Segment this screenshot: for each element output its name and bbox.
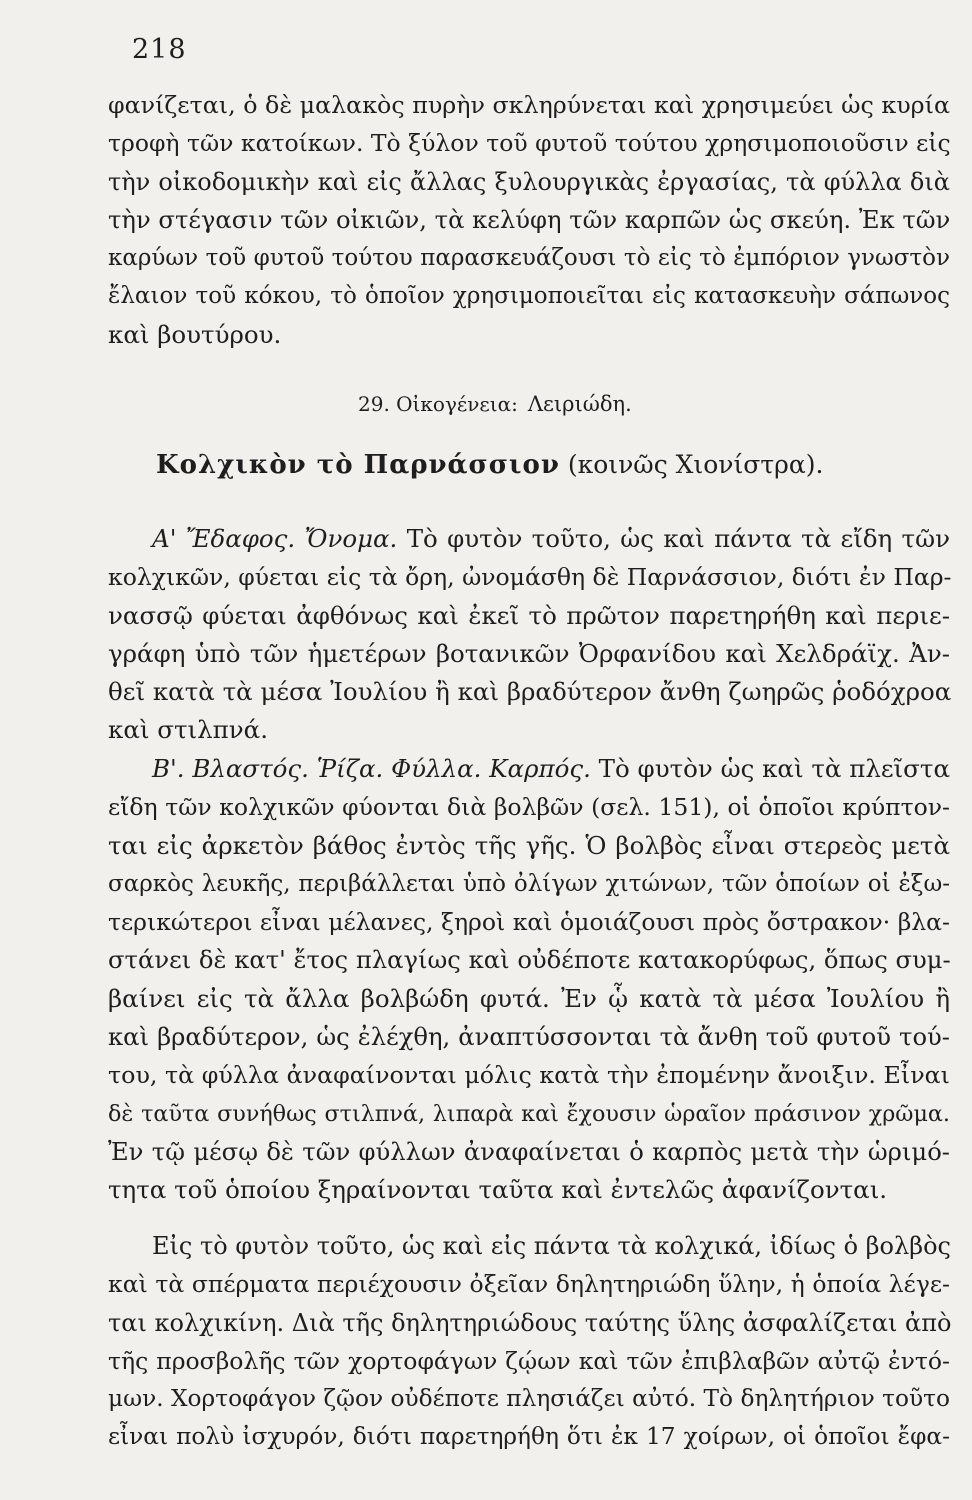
text-line: του, τὰ φύλλα ἀναφαίνονται μόλις κατὰ τὴν ἐπομένην ἄνοιξιν. Εἶναι bbox=[108, 1061, 950, 1090]
text-line: γράφη ὑπὸ τῶν ἡμετέρων βοτανικῶν Ὀρφανίδου καὶ Χελδράϊχ. Ἀν- bbox=[108, 638, 950, 668]
text-line: εἴδη τῶν κολχικῶν φύονται διὰ βολβῶν (σελ. 151), οἱ ὁποῖοι κρύπτον- bbox=[108, 793, 950, 822]
text-line: καρύων τοῦ φυτοῦ τούτου παρασκευάζουσι τὸ εἰς τὸ ἐμπόριον γνωστὸν bbox=[108, 245, 950, 272]
text-line: Εἰς τὸ φυτὸν τοῦτο, ὡς καὶ εἰς πάντα τὰ κολχικά, ἰδίως ὁ βολβὸς bbox=[152, 1232, 951, 1260]
text-line: τερικώτεροι εἶναι μέλανες, ξηροὶ καὶ ὁμοιάζουσι πρὸς ὄστρακον· βλα- bbox=[108, 908, 950, 937]
section-a-first-line bbox=[108, 520, 950, 558]
text-line: καὶ βουτύρου. bbox=[108, 319, 282, 349]
text-line: σαρκὸς λευκῆς, περιβάλλεται ὑπὸ ὀλίγων χιτώνων, τῶν ὁποίων οἱ ἐξω- bbox=[108, 870, 950, 897]
text-line: εἶναι πολὺ ἰσχυρόν, διότι παρετηρήθη ὅτι ἐκ 17 χοίρων, οἱ ὁποῖοι ἔφα- bbox=[108, 1423, 950, 1451]
intro-paragraph bbox=[108, 86, 950, 354]
text-line: τὴν στέγασιν τῶν οἰκιῶν, τὰ κελύφη τῶν καρπῶν ὡς σκεύη. Ἐκ τῶν bbox=[108, 204, 951, 234]
family-value: Λειριώδη. bbox=[527, 392, 632, 416]
text-line: θεῖ κατὰ τὰ μέσα Ἰουλίου ἢ καὶ βραδύτερον ἄνθη ζωηρῶς ῥοδόχροα bbox=[108, 677, 952, 707]
text-line: φανίζεται, ὁ δὲ μαλακὸς πυρὴν σκληρύνεται καὶ χρησιμεύει ὡς κυρία bbox=[108, 91, 950, 119]
section-b bbox=[108, 750, 950, 1210]
text-line: βαίνει εἰς τὰ ἄλλα βολβώδη φυτά. Ἐν ᾧ κατὰ τὰ μέσα Ἰουλίου ἢ bbox=[108, 983, 950, 1013]
text-line: καὶ βραδύτερον, ὡς ἐλέχθη, ἀναπτύσσονται τὰ ἄνθη τοῦ φυτοῦ τού- bbox=[108, 1022, 950, 1052]
species-name: Κολχικὸν τὸ Παρνάσσιον bbox=[156, 450, 560, 480]
text-line: ἔλαιον τοῦ κόκου, τὸ ὁποῖον χρησιμοποιεῖται εἰς κατασκευὴν σάπωνος bbox=[108, 283, 950, 310]
text-line: νασσῷ φύεται ἀφθόνως καὶ ἐκεῖ τὸ πρῶτον παρετηρήθη καὶ περιε- bbox=[108, 600, 950, 630]
text-line: κολχικῶν, φύεται εἰς τὰ ὄρη, ὠνομάσθη δὲ Παρνάσσιον, διότι ἐν Παρ- bbox=[108, 563, 952, 592]
text-line: δὲ ταῦτα συνήθως στιλπνά, λιπαρὰ καὶ ἔχουσιν ὡραῖον πράσινον χρῶμα. bbox=[108, 1100, 950, 1127]
text-line: καὶ τὰ σπέρματα περιέχουσιν ὀξεῖαν δηλητηριώδη ὕλην, ἡ ὁποία λέγε- bbox=[108, 1270, 950, 1299]
family-heading bbox=[358, 392, 632, 416]
species-common-name: (κοινῶς Χιονίστρα). bbox=[567, 450, 824, 479]
text-line: στάνει δὲ κατ' ἔτος πλαγίως καὶ οὐδέποτε κατακορύφως, ὅπως συμ- bbox=[108, 945, 951, 975]
text-line: καὶ στιλπνά. bbox=[108, 715, 268, 745]
text-line: Ἐν τῷ μέσῳ δὲ τῶν φύλλων ἀναφαίνεται ὁ καρπὸς μετὰ τὴν ὡριμό- bbox=[108, 1136, 950, 1166]
section-a-label: Α' Ἔδαφος. Ὄνομα. bbox=[152, 524, 398, 553]
text-line: τὴν οἰκοδομικὴν καὶ εἰς ἄλλας ξυλουργικὰς ἐργασίας, τὰ φύλλα διὰ bbox=[108, 167, 950, 196]
family-label: 29. Οἰκογένεια: bbox=[358, 392, 518, 416]
text-line: τῆς προσβολῆς τῶν χορτοφάγων ζῴων καὶ τῶν ἐπιβλαβῶν αὐτῷ ἐντό- bbox=[108, 1346, 950, 1375]
section-b-first-line bbox=[108, 750, 950, 788]
page-number: 218 bbox=[132, 34, 187, 65]
section-b-label: Β'. Βλαστός. Ῥίζα. Φύλλα. Καρπός. bbox=[152, 754, 591, 783]
text-line: μων. Χορτοφάγον ζῷον οὐδέποτε πλησιάζει αὐτό. Τὸ δηλητήριον τοῦτο bbox=[108, 1385, 950, 1413]
section-a bbox=[108, 520, 950, 750]
species-heading bbox=[156, 450, 823, 480]
paragraph-c bbox=[108, 1227, 950, 1457]
text-line: τροφὴ τῶν κατοίκων. Τὸ ξύλον τοῦ φυτοῦ τούτου χρησιμοποιοῦσιν εἰς bbox=[108, 129, 951, 158]
text-line: ται εἰς ἀρκετὸν βάθος ἐντὸς τῆς γῆς. Ὁ βολβὸς εἶναι στερεὸς μετὰ bbox=[108, 830, 950, 860]
text-line: ται κολχικίνη. Διὰ τῆς δηλητηριώδους ταύτης ὕλης ἀσφαλίζεται ἀπὸ bbox=[108, 1308, 952, 1337]
section-b-text: Τὸ φυτὸν ὡς καὶ τὰ πλεῖστα bbox=[598, 754, 950, 783]
section-a-text: Τὸ φυτὸν τοῦτο, ὡς καὶ πάντα τὰ εἴδη τῶν bbox=[406, 524, 950, 553]
text-line: τητα τοῦ ὁποίου ξηραίνονται ταῦτα καὶ ἐντελῶς ἀφανίζονται. bbox=[108, 1175, 888, 1205]
